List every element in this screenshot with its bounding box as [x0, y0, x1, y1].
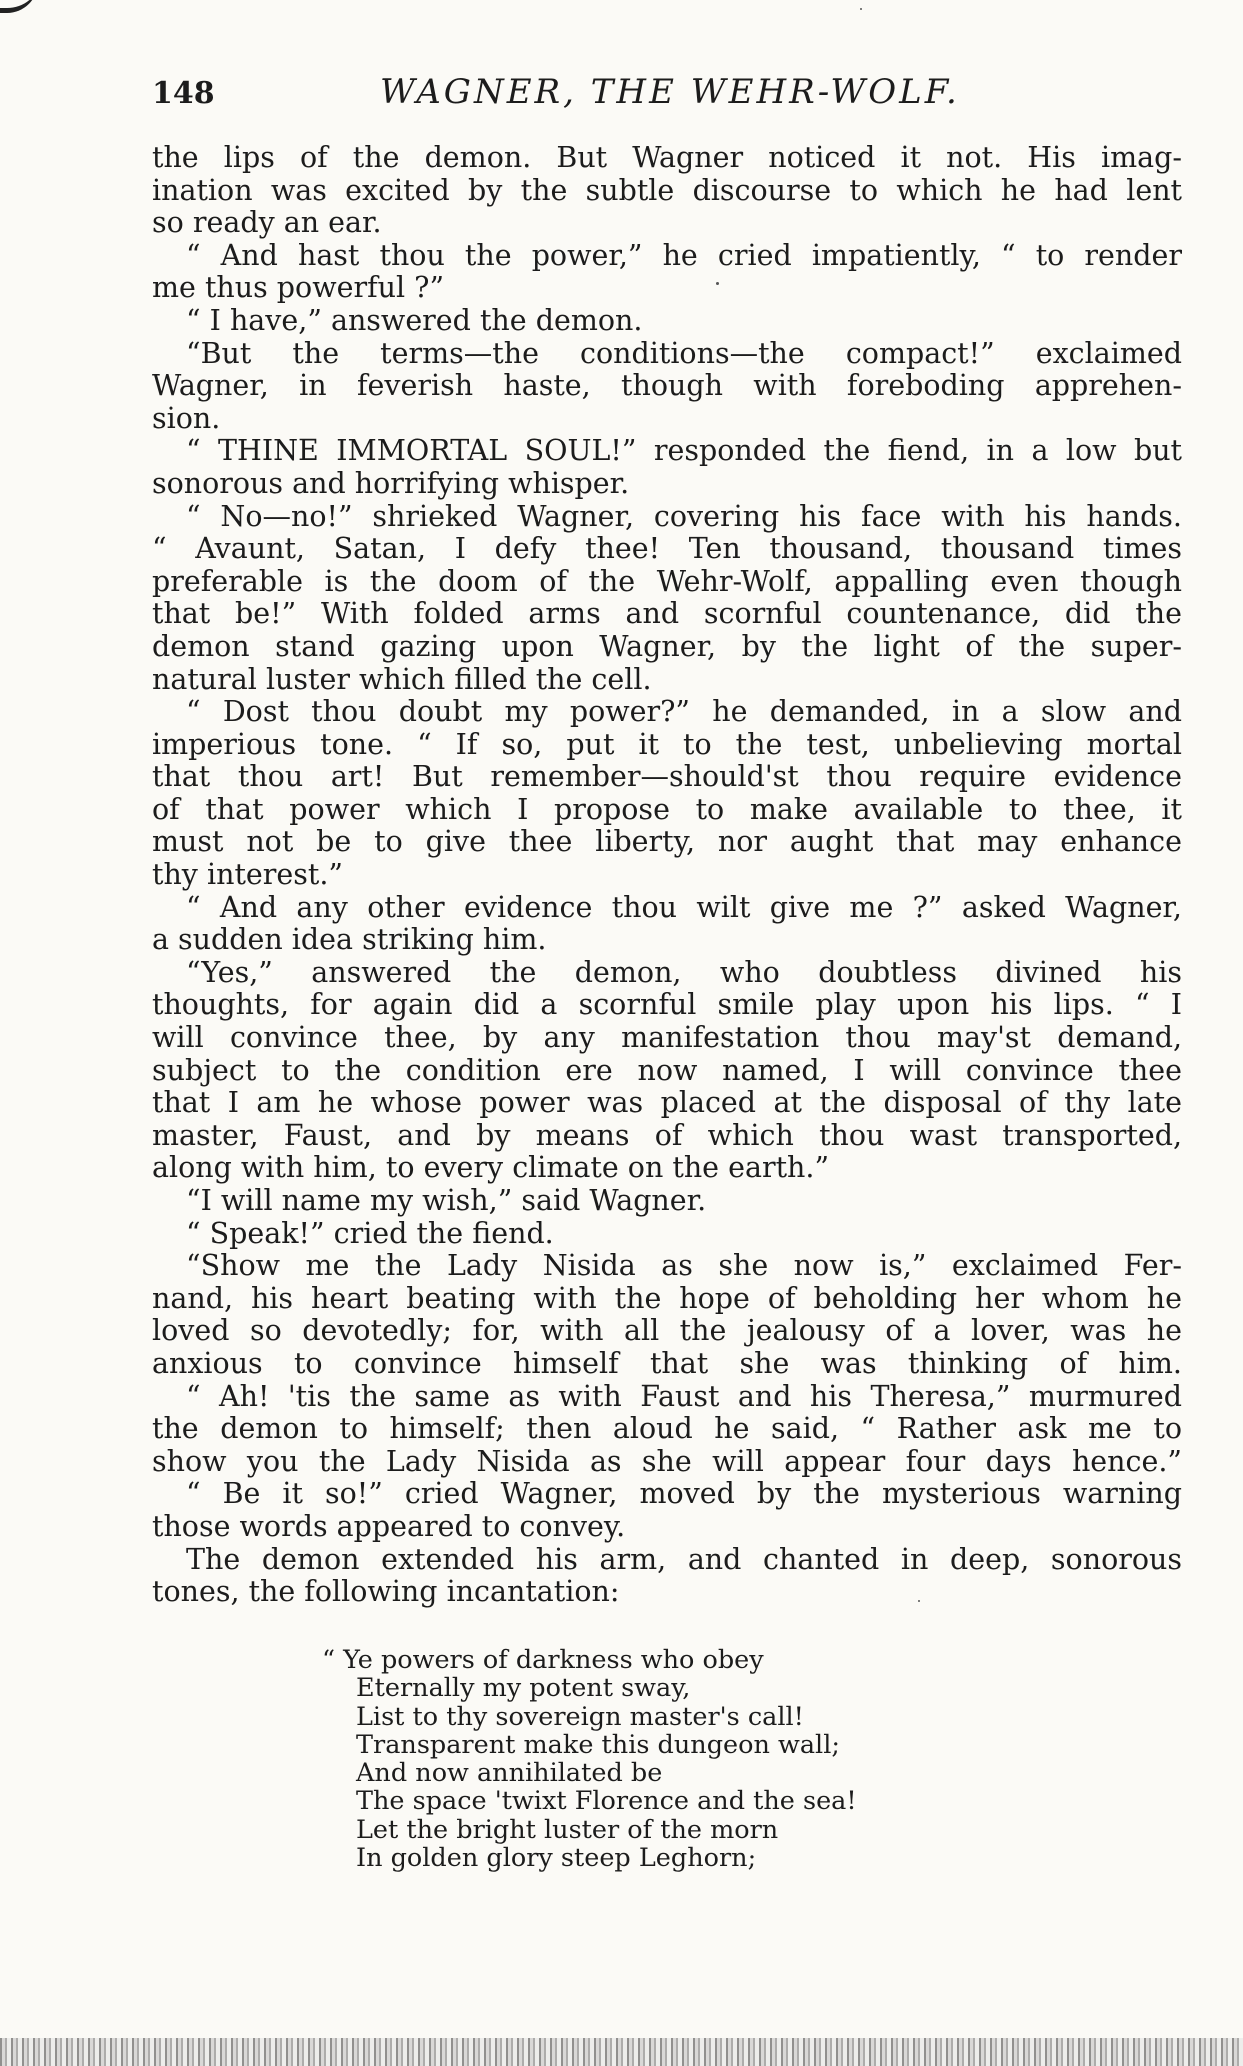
- text-line: will convince thee, by any manifestation thou may'st demand,: [152, 1021, 1182, 1055]
- page-header: [152, 72, 1182, 118]
- text-line: a sudden idea striking him.: [152, 923, 547, 957]
- text-line: preferable is the doom of the Wehr-Wolf, appalling even though: [152, 564, 1182, 598]
- text-line: “ And hast thou the power,” he cried impatiently, “ to render: [186, 238, 1182, 272]
- text-line: ination was excited by the subtle discourse to which he had lent: [152, 173, 1182, 207]
- text-line: along with him, to every climate on the earth.”: [152, 1151, 830, 1185]
- text-line: so ready an ear.: [152, 206, 382, 240]
- text-line: “ And any other evidence thou wilt give me ?” asked Wagner,: [186, 890, 1182, 924]
- text-line: sonorous and horrifying whisper.: [152, 466, 630, 500]
- verse-line: Transparent make this dungeon wall;: [356, 1729, 840, 1760]
- ink-speck: [860, 8, 862, 10]
- text-line: thy interest.”: [152, 858, 343, 892]
- text-line: “Yes,” answered the demon, who doubtless divined his: [186, 955, 1182, 989]
- text-line: “I will name my wish,” said Wagner.: [186, 1184, 707, 1217]
- incantation-verse: [322, 1646, 857, 1872]
- text-line: loved so devotedly; for, with all the jealousy of a lover, was he: [152, 1314, 1182, 1348]
- verse-line: Let the bright luster of the morn: [356, 1814, 779, 1845]
- text-line: thoughts, for again did a scornful smile play upon his lips. “ I: [152, 988, 1182, 1022]
- text-line: me thus powerful ?”: [152, 271, 445, 305]
- text-line: nand, his heart beating with the hope of beholding her whom he: [152, 1281, 1182, 1315]
- text-line: “Show me the Lady Nisida as she now is,” exclaimed Fer-: [186, 1249, 1182, 1283]
- text-line: “ I have,” answered the demon.: [186, 303, 643, 337]
- text-line: those words appeared to convey.: [152, 1509, 626, 1543]
- text-line: subject to the condition ere now named, I will convince thee: [152, 1053, 1182, 1087]
- text-line: “ Ah! 'tis the same as with Faust and his Theresa,” murmured: [186, 1379, 1182, 1413]
- text-line: that be!” With folded arms and scornful countenance, did the: [152, 597, 1182, 631]
- text-line: “ No—no!” shrieked Wagner, covering his face with his hands.: [186, 499, 1182, 533]
- ink-speck: [918, 1600, 920, 1602]
- text-line: “ Avaunt, Satan, I defy thee! Ten thousand, thousand times: [152, 532, 1182, 566]
- verse-line: Eternally my potent sway,: [356, 1673, 691, 1704]
- page-number: 148: [152, 76, 215, 111]
- text-line: “ Be it so!” cried Wagner, moved by the mysterious warning: [186, 1477, 1182, 1511]
- page-bottom-edge: [0, 2038, 1243, 2066]
- text-line: that I am he whose power was placed at the disposal of thy late: [152, 1086, 1182, 1120]
- text-line: the lips of the demon. But Wagner noticed it not. His imag-: [152, 141, 1182, 174]
- text-line: master, Faust, and by means of which thou wast transported,: [152, 1118, 1182, 1152]
- body-text: [152, 142, 1182, 1609]
- text-line: The demon extended his arm, and chanted in deep, sonorous: [186, 1542, 1182, 1576]
- text-line: “But the terms—the conditions—the compact!” exclaimed: [186, 336, 1182, 370]
- text-line: “ Dost thou doubt my power?” he demanded, in a slow and: [186, 695, 1182, 729]
- text-line: imperious tone. “ If so, put it to the test, unbelieving mortal: [152, 727, 1182, 761]
- text-line: anxious to convince himself that she was thinking of him.: [152, 1346, 1182, 1380]
- verse-line: List to thy sovereign master's call!: [356, 1701, 804, 1732]
- text-line: that thou art! But remember—should'st thou require evidence: [152, 760, 1182, 794]
- text-line: “ Speak!” cried the fiend.: [186, 1216, 554, 1250]
- text-line: Wagner, in feverish haste, though with foreboding apprehen-: [152, 369, 1182, 403]
- text-line: the demon to himself; then aloud he said, “ Rather ask me to: [152, 1412, 1182, 1446]
- text-line: tones, the following incantation:: [152, 1575, 620, 1609]
- text-line: sion.: [152, 401, 221, 435]
- verse-line: “ Ye powers of darkness who obey: [322, 1645, 764, 1675]
- verse-line: The space 'twixt Florence and the sea!: [356, 1786, 857, 1817]
- corner-ink-mark: [0, 0, 38, 13]
- verse-line: And now annihilated be: [356, 1758, 663, 1789]
- text-line: demon stand gazing upon Wagner, by the light of the super-: [152, 629, 1182, 663]
- verse-line: In golden glory steep Leghorn;: [356, 1843, 757, 1874]
- text-line: must not be to give thee liberty, nor aught that may enhance: [152, 825, 1182, 859]
- text-line: show you the Lady Nisida as she will appear four days hence.”: [152, 1444, 1182, 1478]
- ink-speck: [716, 282, 719, 285]
- text-line: natural luster which filled the cell.: [152, 662, 652, 696]
- running-title: WAGNER, THE WEHR-WOLF.: [380, 72, 960, 112]
- text-line: “ THINE IMMORTAL SOUL!” responded the fiend, in a low but: [186, 434, 1182, 468]
- text-line: of that power which I propose to make available to thee, it: [152, 792, 1182, 826]
